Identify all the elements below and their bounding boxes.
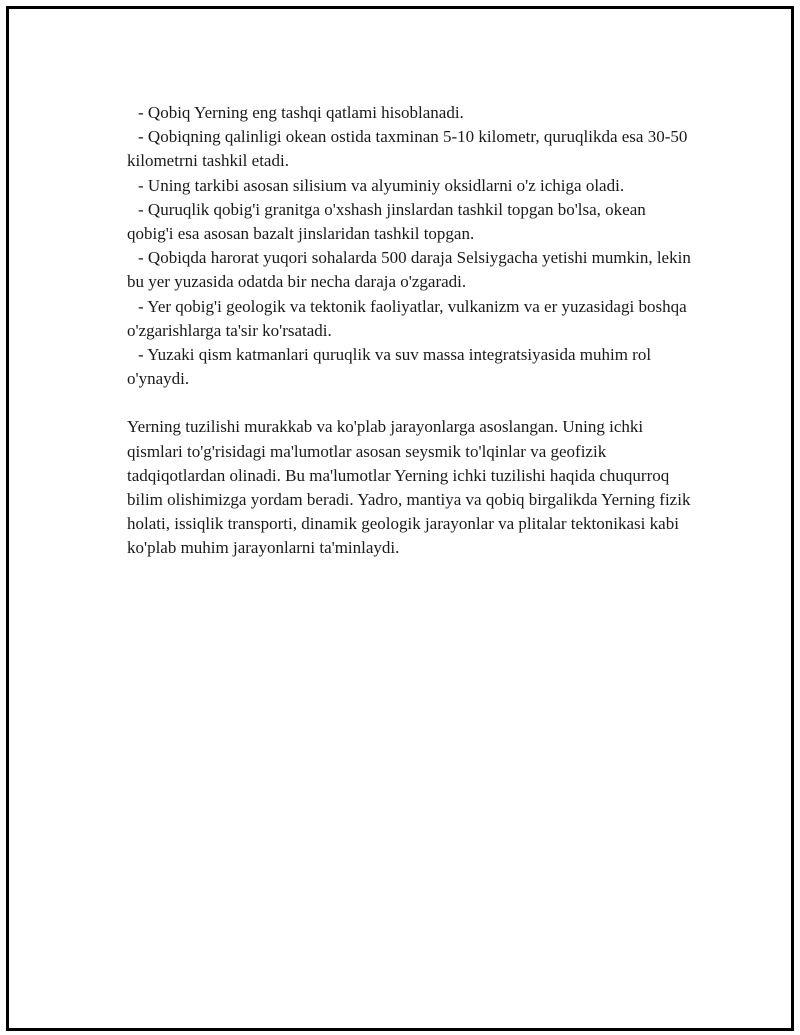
bullet-line: - Yer qobig'i geologik va tektonik faoliyatlar, vulkanizm va er yuzasidagi boshqa o'zgarishlarga ta'sir ko'rsatadi. <box>127 296 687 340</box>
document-body <box>127 101 693 561</box>
summary-paragraph: Yerning tuzilishi murakkab va ko'plab jarayonlarga asoslangan. Uning ichki qismlari to'g'risidagi ma'lumotlar asosan seysmik to'lqinlar va geofizik tadqiqotlardan olinadi. Bu ma'lumotlar Yerning ichki tuzilishi haqida chuqurroq bilim olishimizga yordam beradi. Yadro, mantiya va qobiq birgalikda Yerning fizik holati, issiqlik transporti, dinamik geologik jarayonlar va plitalar tektonikasi kabi ko'plab muhim jarayonlarni ta'minlaydi. <box>127 417 691 558</box>
bullet-line: - Qobiqda harorat yuqori sohalarda 500 daraja Selsiygacha yetishi mumkin, lekin bu yer yuzasida odatda bir necha daraja o'zgaradi. <box>127 248 691 292</box>
bullet-line: - Uning tarkibi asosan silisium va alyuminiy oksidlarni o'z ichiga oladi. <box>138 175 625 195</box>
page-frame <box>6 6 794 1031</box>
bullet-line: - Quruqlik qobig'i granitga o'xshash jinslardan tashkil topgan bo'lsa, okean qobig'i esa asosan bazalt jinslaridan tashkil topgan. <box>127 199 646 244</box>
bullet-line: - Yuzaki qism katmanlari quruqlik va suv massa integratsiyasida muhim rol o'ynaydi. <box>127 345 652 389</box>
bullet-line: - Qobiq Yerning eng tashqi qatlami hisoblanadi. <box>138 103 464 122</box>
bullet-line: - Qobiqning qalinligi okean ostida taxminan 5-10 kilometr, quruqlikda esa 30-50 kilometrni tashkil etadi. <box>127 127 688 171</box>
